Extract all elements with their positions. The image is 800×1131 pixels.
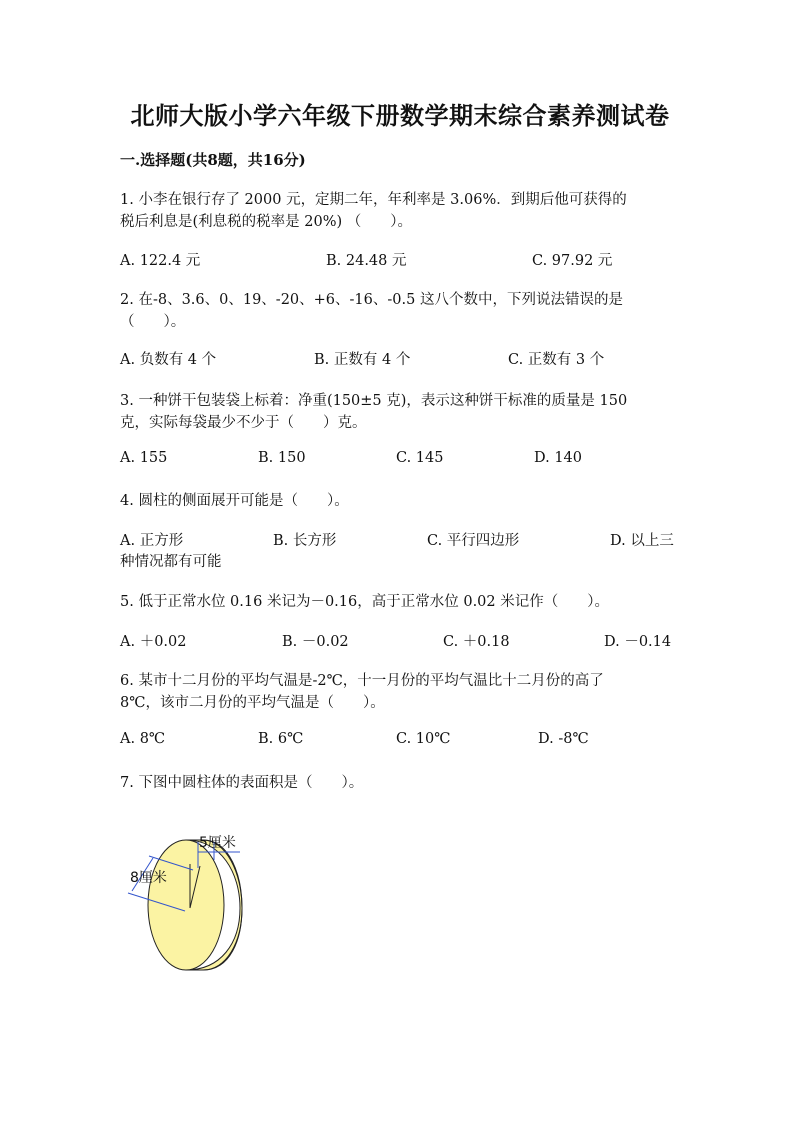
question-4-option-d: D. 以上三 <box>610 533 674 549</box>
question-6-option-c: C. 10℃ <box>396 731 451 747</box>
question-1-line-1: 1. 小李在银行存了 2000 元，定期二年，年利率是 3.06%．到期后他可获得的 <box>120 192 627 208</box>
question-1-line-2: 税后利息是(利息税的税率是 20%) （ ）。 <box>120 214 413 230</box>
question-3-line-1: 3. 一种饼干包装袋上标着：净重(150±5 克)，表示这种饼干标准的质量是 150 <box>120 393 628 409</box>
question-6-option-a: A. 8℃ <box>120 731 166 747</box>
question-6-line-1: 6. 某市十二月份的平均气温是-2℃，十一月份的平均气温比十二月份的高了 <box>120 673 604 689</box>
question-4-option-a: A. 正方形 <box>120 533 184 549</box>
cylinder-figure <box>118 828 258 978</box>
section-heading: 一.选择题(共8题，共16分) <box>120 151 306 169</box>
question-5-option-b: B. －0.02 <box>282 634 349 650</box>
question-4-option-b: B. 长方形 <box>273 533 337 549</box>
question-6-option-b: B. 6℃ <box>258 731 304 747</box>
question-2-line-2: （ ）。 <box>120 314 186 330</box>
question-7-line-1: 7. 下图中圆柱体的表面积是（ ）。 <box>120 775 364 791</box>
question-4-option-c: C. 平行四边形 <box>427 533 520 549</box>
question-5-option-a: A. ＋0.02 <box>120 634 187 650</box>
question-3-option-b: B. 150 <box>258 450 306 466</box>
question-5-option-c: C. ＋0.18 <box>443 634 510 650</box>
question-2-option-c: C. 正数有 3 个 <box>508 352 605 368</box>
question-2-line-1: 2. 在-8、3.6、0、19、-20、+6、-16、-0.5 这八个数中，下列说法错误的是 <box>120 292 623 308</box>
page-title: 北师大版小学六年级下册数学期末综合素养测试卷 <box>130 101 670 130</box>
question-5-line-1: 5. 低于正常水位 0.16 米记为－0.16，高于正常水位 0.02 米记作（ ）。 <box>120 594 609 610</box>
question-3-option-c: C. 145 <box>396 450 444 466</box>
question-4-option-d-continued: 种情况都有可能 <box>120 554 222 570</box>
question-1-option-c: C. 97.92 元 <box>532 253 613 269</box>
label-8cm: 8厘米 <box>130 870 167 886</box>
question-3-option-a: A. 155 <box>120 450 168 466</box>
question-3-option-d: D. 140 <box>534 450 583 466</box>
question-6-line-2: 8℃，该市二月份的平均气温是（ ）。 <box>120 695 385 711</box>
question-2-option-a: A. 负数有 4 个 <box>120 352 217 368</box>
question-6-option-d: D. -8℃ <box>538 731 589 747</box>
question-5-option-d: D. －0.14 <box>604 634 672 650</box>
label-5cm: 5厘米 <box>199 835 236 851</box>
question-2-option-b: B. 正数有 4 个 <box>314 352 411 368</box>
question-1-option-b: B. 24.48 元 <box>326 253 407 269</box>
question-1-option-a: A. 122.4 元 <box>120 253 201 269</box>
cylinder-diagram <box>118 828 258 978</box>
question-4-line-1: 4. 圆柱的侧面展开可能是（ ）。 <box>120 493 349 509</box>
question-3-line-2: 克，实际每袋最少不少于（ ）克。 <box>120 415 367 431</box>
